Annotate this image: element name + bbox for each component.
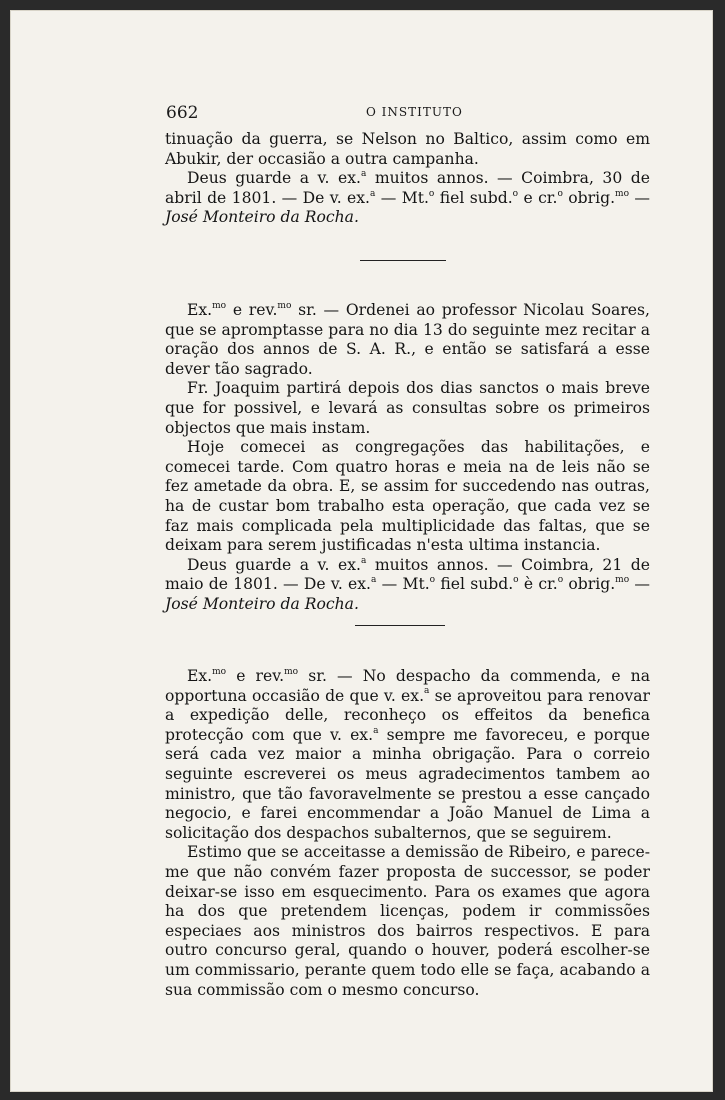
journal-title: O INSTITUTO [366,105,463,119]
section-divider [355,625,445,626]
letter-2-paragraph: Hoje comecei as congregações das habilitações, e comecei tarde. Com quatro horas e meia na de leis não se fez ametade da obra. E, se assim for succedendo nas outras, ha de custar bom trabalho esta operação, que cada vez se faz mais complicada pela multiplicidade das faltas, que se deixam para serem justificadas n'esta ultima instancia. [165,438,650,555]
page-number: 662 [166,103,199,123]
letter-1-continuation: tinuação da guerra, se Nelson no Baltico, assim como em Abukir, der occasião a outra campanha. [165,130,650,168]
letter-2-salutation: Ex.$^{mo}$ e rev.$^{mo}$ sr. — Ordenei ao professor Nicolau Soares, que se apromptasse para no dia 13 do seguinte mez recitar a oração dos annos de S. A. R., e então se satisfará a esse dever tão sagrado. [165,300,650,378]
book-page [10,10,713,1092]
letter-1 [165,130,650,228]
letter-1-closing: Deus guarde a v. ex.$^a$ muitos annos. — Coimbra, 30 de abril de 1801. — De v. ex.$^a$ — Mt.$^o$ fiel subd.$^o$ e cr.$^o$ obrig.$^{mo}$ — José Monteiro da Rocha. [165,169,650,227]
section-divider [360,260,446,261]
letter-3 [165,667,650,1000]
letter-3-paragraph: Estimo que se acceitasse a demissão de Ribeiro, e parece-me que não convém fazer proposta de successor, se poder deixar-se isso em esquecimento. Para os exames que agora ha dos que pretendem licenças, podem ir commissões especiaes aos ministros dos bairros respectivos. E para outro concurso geral, quando o houver, poderá escolher-se um commissario, perante quem todo elle se faça, acabando a sua commissão com o mesmo concurso. [165,843,650,999]
letter-2-paragraph: Fr. Joaquim partirá depois dos dias sanctos o mais breve que for possivel, e levará as consultas sobre os primeiros objectos que mais instam. [165,379,650,437]
letter-2-signature: José Monteiro da Rocha. [165,594,359,613]
letter-1-signature: José Monteiro da Rocha. [165,208,359,227]
letter-3-salutation: Ex.$^{mo}$ e rev.$^{mo}$ sr. — No despacho da commenda, e na opportuna occasião de que v. ex.$^a$ se aproveitou para renovar a expedição delle, reconheço os effeitos da benefica protecção com que v. ex.$^a$ sempre me favoreceu, e porque será cada vez maior a minha obrigação. Para o correio seguinte escreverei os meus agradecimentos tambem ao ministro, que tão favoravelmente se prestou a esse cançado negocio, e farei encommendar a João Manuel de Lima a solicitação dos despachos subalternos, que se seguirem. [165,666,651,842]
letter-2 [165,301,650,615]
letter-2-closing: Deus guarde a v. ex.$^a$ muitos annos. — Coimbra, 21 de maio de 1801. — De v. ex.$^a$ — Mt.$^o$ fiel subd.$^o$ è cr.$^o$ obrig.$^{mo}$ — José Monteiro da Rocha. [165,555,650,613]
running-head [166,103,650,123]
